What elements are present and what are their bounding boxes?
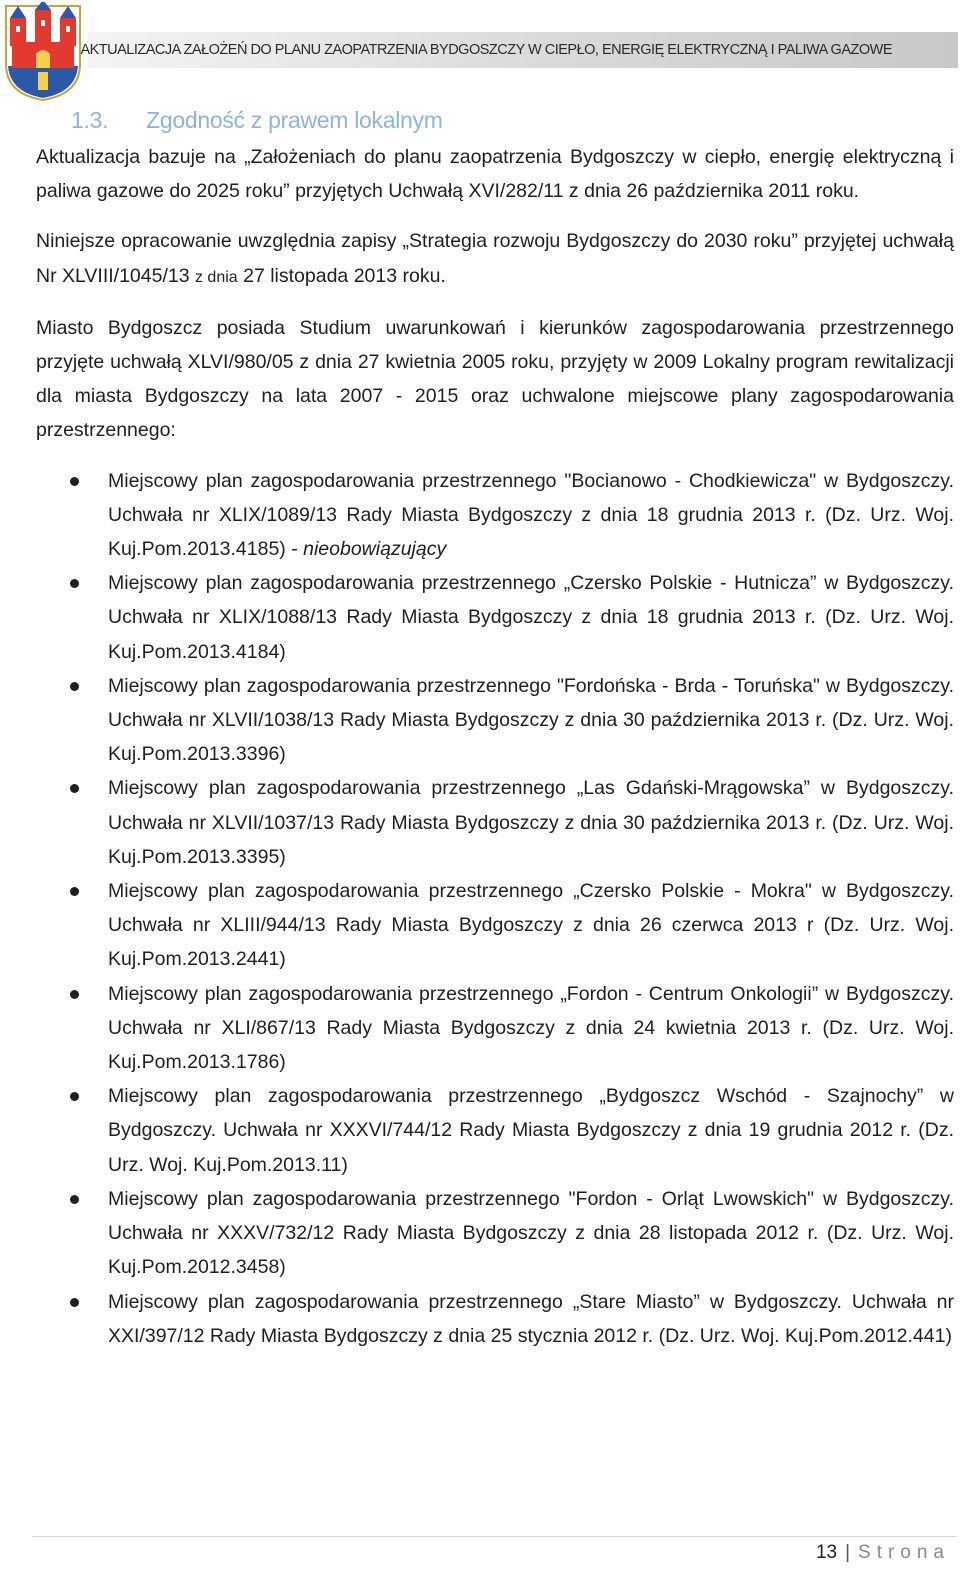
list-item-text: Miejscowy plan zagospodarowania przestrzennego "Bocianowo - Chodkiewicza" w Bydgoszczy. Uchwała nr XLIX/1089/13 Rady Miasta Bydgoszczy z dnia 18 grudnia 2013 r. (Dz. Urz. Woj. Kuj.Pom.2013.4185) - (108, 469, 954, 561)
page-header (0, 0, 960, 100)
page-footer (816, 1542, 950, 1564)
list-item-text: Miejscowy plan zagospodarowania przestrzennego „Stare Miasto” w Bydgoszczy. Uchwała nr XXI/397/12 Rady Miasta Bydgoszczy z dnia 25 stycznia 2012 r. (Dz. Urz. Woj. Kuj.Pom.2012.441) (108, 1290, 954, 1347)
document-header-title: AKTUALIZACJA ZAŁOŻEŃ DO PLANU ZAOPATRZENIA BYDGOSZCZY W CIEPŁO, ENERGIĘ ELEKTRYCZNĄ I PALIWA GAZOWE (80, 42, 892, 58)
bullet-icon (70, 887, 79, 896)
list-item-note: nieobowiązujący (303, 538, 447, 561)
section-number: 1.3. (71, 107, 109, 133)
list-item-text: Miejscowy plan zagospodarowania przestrzennego „Czersko Polskie - Hutnicza” w Bydgoszczy. Uchwała nr XLIX/1088/13 Rady Miasta Bydgoszczy z dnia 18 grudnia 2013 r. (Dz. Urz. Woj. Kuj.Pom.2013.4184) (108, 572, 954, 663)
list-item-text: Miejscowy plan zagospodarowania przestrzennego „Bydgoszcz Wschód - Szajnochy” w Bydgoszczy. Uchwała nr XXXVI/744/12 Rady Miasta Bydgoszczy z dnia 19 grudnia 2012 r. (Dz. Urz. Woj. Kuj.Pom.2013.11) (108, 1085, 954, 1176)
list-item-text: Miejscowy plan zagospodarowania przestrzennego „Czersko Polskie - Mokra" w Bydgoszczy. Uchwała nr XLIII/944/13 Rady Miasta Bydgoszczy z dnia 26 czerwca 2013 r (Dz. Urz. Woj. Kuj.Pom.2013.2441) (108, 880, 954, 971)
list-item-text: Miejscowy plan zagospodarowania przestrzennego "Fordońska - Brda - Toruńska" w Bydgoszczy. Uchwała nr XLVII/1038/13 Rady Miasta Bydgoszczy z dnia 30 października 2013 r. (Dz. Urz. Woj. Kuj.Pom.2013.3396) (108, 674, 954, 766)
footer-divider (32, 1536, 956, 1537)
bullet-icon (70, 579, 79, 588)
footer-separator: | (845, 1542, 851, 1563)
list-item (36, 1285, 954, 1353)
bullet-icon (70, 1195, 79, 1204)
footer-page-label: Strona (858, 1542, 950, 1563)
list-item-text: Miejscowy plan zagospodarowania przestrzennego "Fordon - Orląt Lwowskich" w Bydgoszczy. Uchwała nr XXXV/732/12 Rady Miasta Bydgoszczy z dnia 28 listopada 2012 r. (Dz. Urz. Woj. Kuj.Pom.2012.3458) (108, 1187, 954, 1279)
bullet-icon (70, 477, 79, 486)
bullet-icon (70, 784, 79, 793)
bullet-icon (70, 1298, 79, 1307)
paragraph-1: Aktualizacja bazuje na „Założeniach do planu zaopatrzenia Bydgoszczy w ciepło, energię elektryczną i paliwa gazowe do 2025 roku” przyjętych Uchwałą XVI/282/11 z dnia 26 października 2011 roku. (36, 146, 954, 203)
bullet-icon (70, 990, 79, 999)
paragraph-3: Miasto Bydgoszcz posiada Studium uwarunkowań i kierunków zagospodarowania przestrzennego przyjęte uchwałą XLVI/980/05 z dnia 27 kwietnia 2005 roku, przyjęty w 2009 Lokalny program rewitalizacji dla miasta Bydgoszczy na lata 2007 - 2015 oraz uchwalone miejscowe plany zagospodarowania przestrzennego: (36, 316, 954, 442)
list-item (36, 771, 954, 874)
list-item-text: Miejscowy plan zagospodarowania przestrzennego „Fordon - Centrum Onkologii” w Bydgoszczy. Uchwała nr XLI/867/13 Rady Miasta Bydgoszczy z dnia 24 kwietnia 2013 r. (Dz. Urz. Woj. Kuj.Pom.2013.1786) (108, 982, 954, 1074)
paragraph-2-part-b: 27 listopada 2013 roku. (237, 264, 446, 287)
list-item (36, 1182, 954, 1285)
bydgoszcz-crest-logo (2, 2, 84, 102)
paragraph-2-small: z dnia (194, 268, 238, 286)
list-item (36, 874, 954, 977)
plans-list (36, 464, 954, 1353)
bullet-icon (70, 682, 79, 691)
list-item (36, 669, 954, 772)
list-item (36, 1079, 954, 1182)
list-item (36, 464, 954, 567)
header-bar (80, 32, 958, 68)
bullet-icon (70, 1092, 79, 1101)
page-number: 13 (815, 1542, 838, 1563)
list-item-text: Miejscowy plan zagospodarowania przestrzennego „Las Gdański-Mrągowska” w Bydgoszczy. Uchwała nr XLVII/1037/13 Rady Miasta Bydgoszczy z dnia 30 października 2013 r. (Dz. Urz. Woj. Kuj.Pom.2013.3395) (108, 777, 954, 868)
paragraph-2 (36, 224, 954, 294)
document-body (36, 140, 954, 1353)
section-title: Zgodność z prawem lokalnym (146, 107, 443, 133)
section-heading (71, 107, 443, 134)
list-item (36, 977, 954, 1080)
list-item (36, 566, 954, 669)
paragraph-2-part-a: Niniejsze opracowanie uwzględnia zapisy „Strategia rozwoju Bydgoszczy do 2030 roku” przyjętej uchwałą Nr XLVIII/1045/13 (36, 230, 954, 287)
